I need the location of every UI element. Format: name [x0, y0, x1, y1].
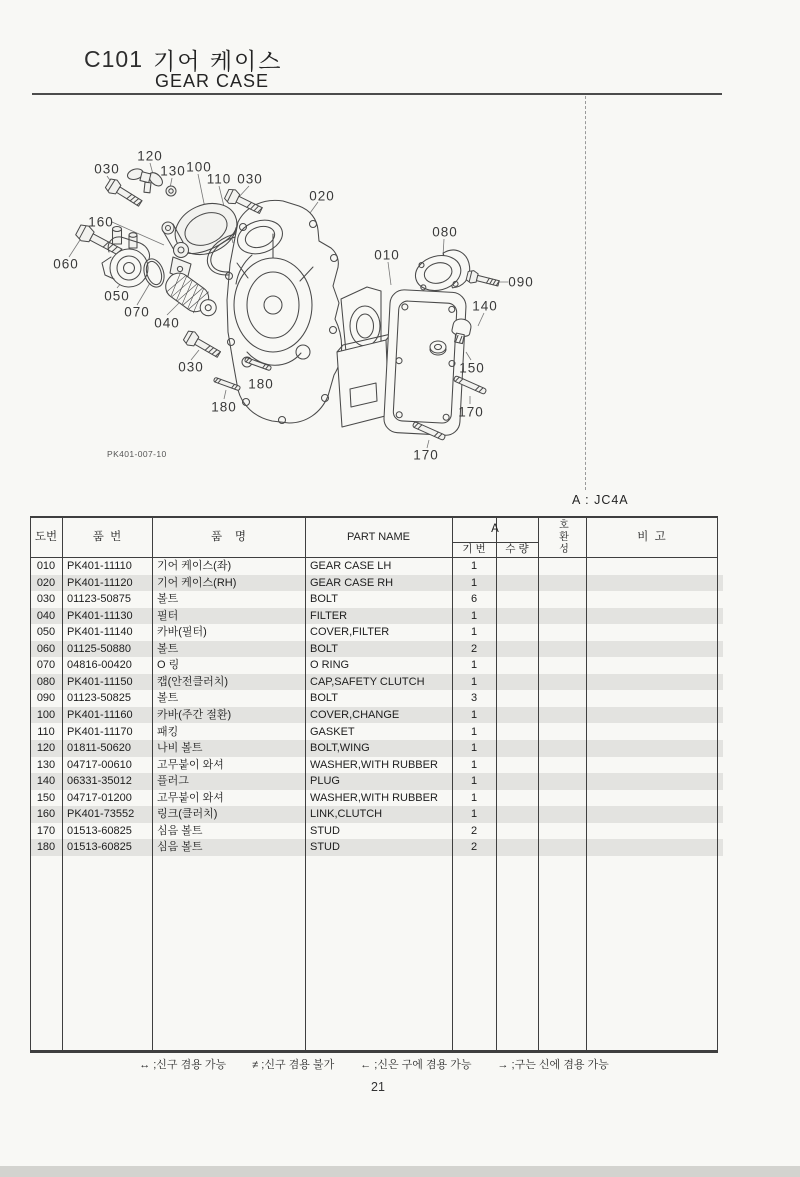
table-row [30, 575, 723, 592]
cell-qty: 1 [470, 725, 478, 738]
cell-empty [538, 690, 586, 707]
cell-empty [586, 707, 718, 724]
diagram-callout: 120 [137, 148, 163, 164]
cell-qty: 2 [470, 824, 478, 837]
col-line [586, 516, 587, 1053]
header-compat-text: 호환성 [556, 519, 568, 555]
cell-empty [538, 823, 586, 840]
cell-fig: 180 [36, 841, 56, 854]
cell-name_ko: 볼트 [157, 692, 179, 705]
diagram-callout: 030 [94, 161, 120, 177]
cell-name_ko: O 링 [157, 659, 180, 672]
cell-empty [496, 707, 538, 724]
cell-part_name: BOLT [310, 642, 338, 655]
table-row [30, 724, 723, 741]
cell-part_no: PK401-73552 [67, 808, 135, 821]
cell-name_ko: 볼트 [157, 593, 179, 606]
diagram-callout: 080 [432, 224, 458, 240]
cell-part_name: WASHER,WITH RUBBER [310, 791, 438, 804]
cell-empty [538, 624, 586, 641]
col-line [62, 516, 63, 1053]
cell-part_name: COVER,CHANGE [310, 708, 400, 721]
cell-part_name: PLUG [310, 775, 340, 788]
cell-empty [496, 740, 538, 757]
cell-part_no: 01125-50880 [67, 642, 132, 655]
cell-empty [496, 674, 538, 691]
header-serial: 기 번 [462, 543, 486, 555]
cell-empty [538, 608, 586, 625]
cell-part_no: 04717-01200 [67, 791, 132, 804]
cell-empty [496, 558, 538, 575]
cell-part_no: PK401-11110 [67, 560, 132, 572]
cell-empty [496, 624, 538, 641]
cell-part_no: PK401-11130 [67, 609, 133, 622]
diagram-callout: 060 [53, 256, 79, 272]
page-title-english: GEAR CASE [155, 71, 270, 91]
diagram-callout: 170 [413, 447, 439, 463]
cell-fig: 020 [36, 576, 56, 589]
cell-empty [586, 591, 718, 608]
cell-empty [496, 757, 538, 774]
cell-empty [496, 657, 538, 674]
col-line [717, 516, 718, 1053]
diagram-callout: 110 [206, 171, 232, 187]
cell-empty [586, 839, 718, 856]
page-title-korean: 기어 케이스 [153, 48, 283, 74]
cell-fig: 160 [36, 808, 56, 821]
cell-part_no: 04816-00420 [67, 659, 132, 672]
cell-empty [586, 674, 718, 691]
cell-part_name: BOLT [310, 692, 338, 705]
cell-name_ko: 심음 볼트 [157, 841, 203, 854]
cell-empty [496, 575, 538, 592]
cell-empty [586, 641, 718, 658]
cell-qty: 1 [470, 609, 478, 622]
cell-part_no: 01123-50875 [67, 593, 132, 606]
col-line [496, 516, 497, 1053]
cell-qty: 1 [470, 808, 478, 821]
cell-qty: 1 [470, 659, 478, 672]
part-010-gear-case-rh [337, 287, 467, 436]
part-130-washer [166, 186, 176, 196]
cell-fig: 130 [36, 758, 56, 771]
diagram-callout: 040 [154, 315, 180, 331]
cell-qty: 1 [470, 675, 478, 688]
cell-empty [496, 806, 538, 823]
cell-qty: 2 [470, 642, 478, 655]
legend-item: ← ;신은 구에 겸용 가능 [360, 1059, 472, 1071]
cell-empty [496, 690, 538, 707]
cell-empty [586, 740, 718, 757]
cell-part_name: BOLT,WING [310, 742, 370, 755]
table-row [30, 806, 723, 823]
diagram-callout: 030 [237, 171, 263, 187]
cell-empty [538, 757, 586, 774]
table-row [30, 608, 723, 625]
cell-part_no: PK401-11170 [67, 725, 133, 738]
table-row [30, 690, 723, 707]
cell-fig: 030 [36, 593, 56, 606]
diagram-callout: 140 [472, 298, 498, 314]
diagram-callout: 150 [459, 360, 485, 376]
cell-empty [538, 707, 586, 724]
diagram-callout: 130 [160, 163, 186, 179]
table-row [30, 757, 723, 774]
cell-empty [496, 608, 538, 625]
header-part-name: PART NAME [347, 531, 410, 543]
part-150-washer [430, 341, 446, 355]
cell-name_ko: 기어 케이스(좌) [157, 560, 232, 572]
cell-empty [496, 790, 538, 807]
table-row [30, 657, 723, 674]
header-qty: 수 량 [505, 543, 529, 555]
cell-empty [586, 690, 718, 707]
cell-empty [496, 823, 538, 840]
diagram-callout: 180 [248, 376, 274, 392]
cell-empty [496, 591, 538, 608]
legend-item: ≠ ;신구 겸용 불가 [252, 1059, 335, 1071]
cell-part_no: PK401-11120 [67, 576, 133, 589]
diagram-reference-code: PK401-007-10 [107, 449, 167, 459]
diagram-callout: 050 [104, 288, 130, 304]
cell-name_ko: 볼트 [157, 642, 179, 655]
parts-table [30, 516, 718, 1053]
diagram-callout: 020 [309, 188, 335, 204]
section-code: C101 [84, 46, 143, 72]
page-number: 21 [371, 1080, 385, 1094]
diagram-callout: 010 [374, 247, 400, 263]
part-020-gear-case-lh [226, 200, 342, 423]
header-part-no: 품 번 [92, 531, 122, 543]
cell-name_ko: 고무붙이 와셔 [157, 791, 224, 804]
cell-part_no: PK401-11140 [67, 626, 133, 639]
cell-fig: 120 [36, 742, 56, 755]
exploded-diagram [0, 0, 800, 500]
cell-empty [538, 773, 586, 790]
cell-fig: 100 [36, 708, 56, 721]
cell-fig: 080 [36, 675, 56, 688]
cell-empty [538, 806, 586, 823]
cell-part_no: PK401-11160 [67, 708, 133, 721]
cell-empty [538, 740, 586, 757]
cell-qty: 1 [470, 560, 478, 572]
cell-empty [586, 757, 718, 774]
cell-qty: 1 [470, 708, 478, 721]
cell-empty [538, 674, 586, 691]
cell-fig: 090 [36, 692, 56, 705]
cell-part_no: PK401-11150 [67, 675, 133, 688]
cell-part_no: 01123-50825 [67, 692, 132, 705]
cell-name_ko: 필터 [157, 609, 179, 622]
table-row [30, 839, 723, 856]
cell-part_no: 06331-35012 [67, 775, 132, 788]
table-row [30, 773, 723, 790]
cell-qty: 1 [470, 742, 478, 755]
cell-part_name: O RING [310, 659, 350, 672]
diagram-callout: 160 [88, 214, 114, 230]
cell-qty: 1 [470, 775, 478, 788]
table-row [30, 823, 723, 840]
cell-fig: 050 [36, 626, 56, 639]
header-remarks: 비 고 [637, 531, 666, 543]
cell-qty: 1 [470, 758, 478, 771]
cell-qty: 2 [470, 841, 478, 854]
cell-qty: 1 [470, 576, 478, 589]
cell-empty [586, 724, 718, 741]
cell-empty [538, 558, 586, 575]
cell-empty [496, 641, 538, 658]
part-080-cap-safety-clutch [411, 246, 474, 296]
col-line [152, 516, 153, 1053]
cell-part_name: GASKET [310, 725, 355, 738]
cell-empty [538, 575, 586, 592]
cell-part_name: WASHER,WITH RUBBER [310, 758, 438, 771]
cell-empty [586, 773, 718, 790]
cell-name_ko: 캡(안전클러치) [157, 675, 229, 688]
cell-empty [586, 823, 718, 840]
diagram-callout: 180 [211, 399, 237, 415]
header-compat [538, 517, 586, 557]
cell-empty [586, 806, 718, 823]
cell-qty: 1 [470, 791, 478, 804]
cell-empty [538, 839, 586, 856]
table-row [30, 641, 723, 658]
header-fig-no: 도번 [34, 531, 58, 543]
cell-name_ko: 나비 볼트 [157, 742, 203, 755]
diagram-callout: 030 [178, 359, 204, 375]
table-bottom-border [30, 1050, 718, 1053]
cell-part_no: 04717-00610 [67, 758, 132, 771]
cell-qty: 3 [470, 692, 478, 705]
diagram-callout: 070 [124, 304, 150, 320]
table-row [30, 740, 723, 757]
cell-name_ko: 기어 케이스(RH) [157, 576, 237, 589]
table-row [30, 558, 723, 575]
cell-empty [538, 724, 586, 741]
cell-empty [586, 608, 718, 625]
diagram-callout: 090 [508, 274, 534, 290]
cell-empty [496, 724, 538, 741]
legend-item: → ;구는 신에 겸용 가능 [497, 1059, 609, 1071]
cell-name_ko: 심음 볼트 [157, 824, 203, 837]
cell-empty [586, 558, 718, 575]
cell-part_name: FILTER [310, 609, 348, 622]
cell-fig: 140 [36, 775, 56, 788]
cell-empty [496, 773, 538, 790]
cell-part_name: GEAR CASE RH [310, 576, 394, 589]
cell-empty [586, 790, 718, 807]
legend-item: ↔ ;신구 겸용 가능 [139, 1059, 227, 1071]
cell-empty [586, 575, 718, 592]
table-row [30, 591, 723, 608]
table-row [30, 707, 723, 724]
col-line [452, 516, 453, 1053]
cell-part_name: LINK,CLUTCH [310, 808, 383, 821]
cell-fig: 060 [36, 642, 56, 655]
cell-empty [538, 591, 586, 608]
cell-fig: 170 [36, 824, 56, 837]
diagram-callout: 170 [458, 404, 484, 420]
cell-part_no: 01513-60825 [67, 841, 132, 854]
cell-empty [538, 790, 586, 807]
table-row [30, 624, 723, 641]
cell-qty: 1 [470, 626, 478, 639]
part-030-bolt [104, 177, 144, 210]
cell-qty: 6 [470, 593, 478, 606]
col-line [30, 516, 31, 1053]
cell-name_ko: 카바(주간 절환) [157, 708, 232, 721]
cell-empty [496, 839, 538, 856]
col-line [538, 516, 539, 1053]
cell-name_ko: 고무붙이 와셔 [157, 758, 224, 771]
cell-part_name: BOLT [310, 593, 338, 606]
diagram-callout: 100 [186, 159, 212, 175]
header-name-ko: 품 명 [211, 531, 246, 543]
table-row [30, 790, 723, 807]
cell-part_no: 01513-60825 [67, 824, 132, 837]
part-090-bolt [466, 269, 500, 289]
cell-empty [586, 624, 718, 641]
cell-name_ko: 플러그 [157, 775, 189, 788]
cell-fig: 110 [37, 725, 55, 738]
cell-fig: 070 [36, 659, 56, 672]
header-group-a: A [491, 523, 499, 535]
cell-name_ko: 링크(클러치) [157, 808, 218, 821]
cell-fig: 010 [36, 560, 56, 572]
cell-part_name: COVER,FILTER [310, 626, 390, 639]
cell-part_name: CAP,SAFETY CLUTCH [310, 675, 425, 688]
variant-note: A : JC4A [572, 493, 629, 507]
cell-name_ko: 카바(필터) [157, 626, 207, 639]
cell-empty [586, 657, 718, 674]
cell-part_name: GEAR CASE LH [310, 560, 392, 572]
cell-empty [538, 657, 586, 674]
table-row [30, 674, 723, 691]
cell-part_no: 01811-50620 [67, 742, 132, 755]
cell-empty [538, 641, 586, 658]
interchange-legend [30, 1056, 718, 1072]
cell-fig: 040 [36, 609, 56, 622]
col-line [305, 516, 306, 1053]
cell-fig: 150 [36, 791, 56, 804]
cell-part_name: STUD [310, 841, 340, 854]
cell-name_ko: 패킹 [157, 725, 179, 738]
part-030-bolt [182, 329, 222, 361]
cell-part_name: STUD [310, 824, 340, 837]
scan-edge-band [0, 1166, 800, 1177]
